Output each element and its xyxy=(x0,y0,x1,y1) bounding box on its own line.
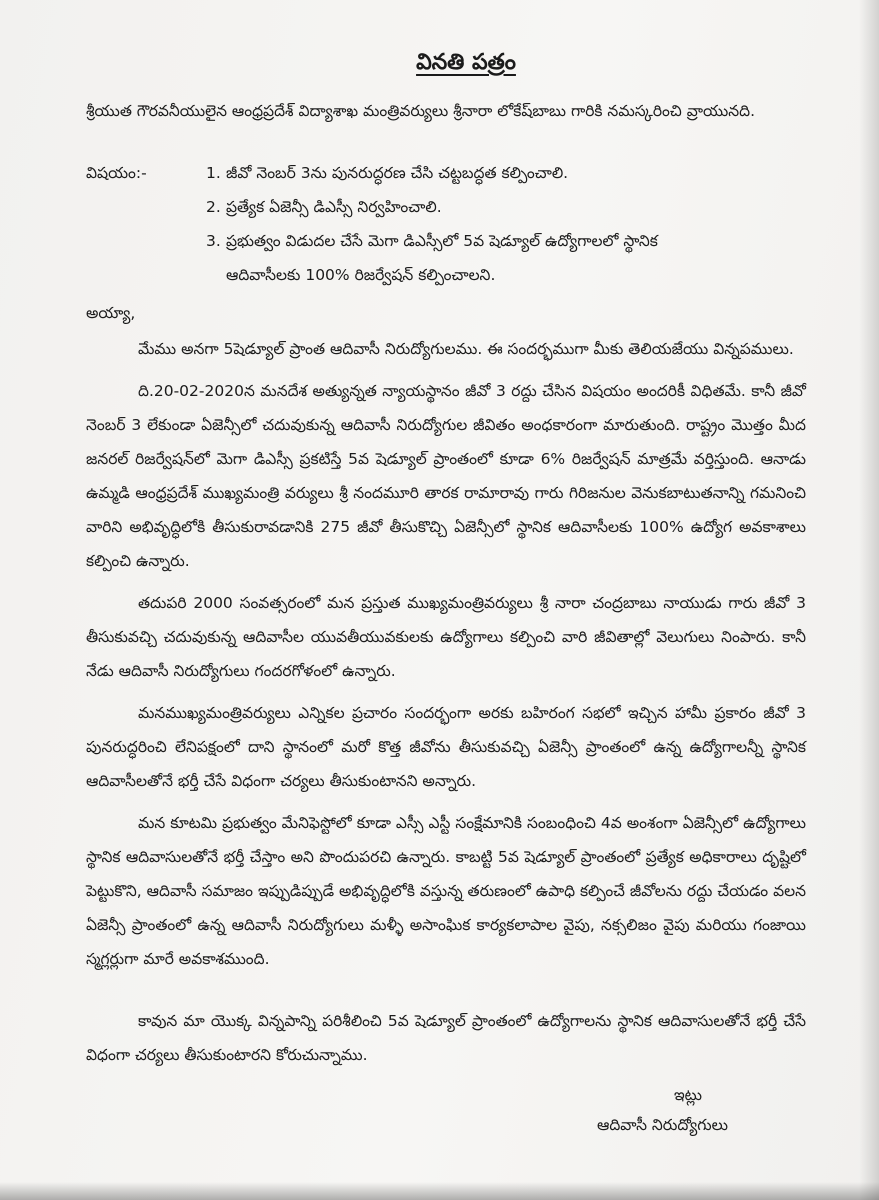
body-paragraph: మేము అనగా 5షెడ్యూల్ ప్రాంత ఆదివాసీ నిరుద్యోగులము. ఈ సందర్భముగా మీకు తెలియజేయు విన్నపములు. xyxy=(138,340,794,358)
signature-signatory: ఆదివాసీ నిరుద్యోగులు xyxy=(597,1116,728,1134)
body-paragraph: తదుపరి 2000 సంవత్సరంలో మన ప్రస్తుత ముఖ్యమంత్రివర్యులు శ్రీ నారా చంద్రబాబు నాయుడు గారు జీవో 3 తీసుకువచ్చి చదువుకున్న ఆదివాసీల యువతీయువకులకు ఉద్యోగాలు కల్పించి వారి జీవితాల్లో వెలుగులు నింపారు. కానీ నేడు ఆదివాసీ నిరుద్యోగులు గందరగోళంలో ఉన్నారు. xyxy=(86,594,806,680)
letter-title: వినతి పత్రం xyxy=(416,50,516,75)
subject-item xyxy=(206,156,806,190)
salutation: శ్రీయుత గౌరవనీయులైన ఆంధ్రప్రదేశ్ విద్యాశాఖ మంత్రివర్యులు శ్రీనారా లోకేష్‌బాబు గారికి నమస్కరించి వ్రాయునది. xyxy=(86,102,755,120)
subject-label: విషయం:- xyxy=(86,164,147,182)
subject-item-number: 1. xyxy=(206,164,221,182)
signature-closing: ఇట్లు xyxy=(673,1086,702,1104)
greeting: అయ్యా, xyxy=(86,304,136,322)
body-paragraph: మనముఖ్యమంత్రివర్యులు ఎన్నికల ప్రచారం సందర్భంగా అరకు బహిరంగ సభలో ఇచ్చిన హామీ ప్రకారం జీవో 3 పునరుద్ధరించి లేనిపక్షంలో దాని స్థానంలో మరో కొత్త జీవోను తీసుకువచ్చి ఏజెన్సీ ప్రాంతంలో ఉన్న ఉద్యోగాలన్నీ స్థానిక ఆదివాసీలతోనే భర్తీ చేసే విధంగా చర్యలు తీసుకుంటానని అన్నారు. xyxy=(86,704,806,790)
subject-item-text: ప్రభుత్వం విడుదల చేసే మెగా డిఎస్సీలో 5వ షెడ్యూల్ ఉద్యోగాలలో స్థానిక xyxy=(226,232,658,250)
letter-content xyxy=(86,48,806,1140)
subject-block xyxy=(86,156,806,292)
closing-paragraph: కావున మా యొక్క విన్నపాన్ని పరిశీలించి 5వ షెడ్యూల్ ప్రాంతంలో ఉద్యోగాలను స్థానిక ఆదివాసులతోనే భర్తీ చేసే విధంగా చర్యలు తీసుకుంటారని కోరుచున్నాము. xyxy=(86,1012,806,1064)
subject-list xyxy=(206,156,806,292)
subject-item xyxy=(206,190,806,224)
subject-item xyxy=(206,224,806,258)
page-edge-shadow xyxy=(859,0,879,1200)
page-bottom-shadow xyxy=(0,1182,879,1200)
subject-item-number: 3. xyxy=(206,232,221,250)
body-paragraph: మన కూటమి ప్రభుత్వం మేనిఫెస్టోలో కూడా ఎస్సీ ఎస్టీ సంక్షేమానికి సంబంధించి 4వ అంశంగా ఏజెన్సీలో ఉద్యోగాలు స్థానిక ఆదివాసులతోనే భర్తీ చేస్తాం అని పొందుపరచి ఉన్నారు. కాబట్టి 5వ షెడ్యూల్ ప్రాంతంలో ప్రత్యేక అధికారాలు దృష్టిలో పెట్టుకొని, ఆదివాసీ సమాజం ఇప్పుడిప్పుడే అభివృద్ధిలోకి వస్తున్న తరుణంలో ఉపాధి కల్పించే జీవోలను రద్దు చేయడం వలన ఏజెన్సీ ప్రాంతంలో ఉన్న ఆదివాసీ నిరుద్యోగులు మళ్ళీ అసాంఘిక కార్యకలాపాల వైపు, నక్సలిజం వైపు మరియు గంజాయి స్మగ్లర్లుగా మారే అవకాశముంది. xyxy=(86,814,806,968)
body-paragraph: ది.20-02-2020న మనదేశ అత్యున్నత న్యాయస్థానం జీవో 3 రద్దు చేసిన విషయం అందరికీ విధితమే. కానీ జీవో నెంబర్ 3 లేకుండా ఏజెన్సీలో చదువుకున్న ఆదివాసీ నిరుద్యోగుల జీవితం అంధకారంగా మారుతుంది. రాష్ట్రం మొత్తం మీద జనరల్ రిజర్వేషన్‌లో మెగా డిఎస్సీ ప్రకటిస్తే 5వ షెడ్యూల్ ప్రాంతంలో కూడా 6% రిజర్వేషన్ మాత్రమే వర్తిస్తుంది. ఆనాడు ఉమ్మడి ఆంధ్రప్రదేశ్ ముఖ్యమంత్రి వర్యులు శ్రీ నందమూరి తారక రామారావు గారు గిరిజనుల వెనుకబాటుతనాన్ని గమనించి వారిని అభివృద్ధిలోకి తీసుకురావడానికి 275 జీవో తీసుకొచ్చి ఏజెన్సీలో స్థానిక ఆదివాసీలకు 100% ఉద్యోగ అవకాశాలు కల్పించి ఉన్నారు. xyxy=(86,382,806,570)
subject-item-text: జీవో నెంబర్ 3ను పునరుద్ధరణ చేసి చట్టబద్ధత కల్పించాలి. xyxy=(226,164,569,182)
subject-item-number: 2. xyxy=(206,198,221,216)
subject-item-text: ప్రత్యేక ఏజెన్సీ డిఎస్సీ నిర్వహించాలి. xyxy=(226,198,442,216)
subject-item-continuation: ఆదివాసీలకు 100% రిజర్వేషన్ కల్పించాలని. xyxy=(226,266,496,284)
